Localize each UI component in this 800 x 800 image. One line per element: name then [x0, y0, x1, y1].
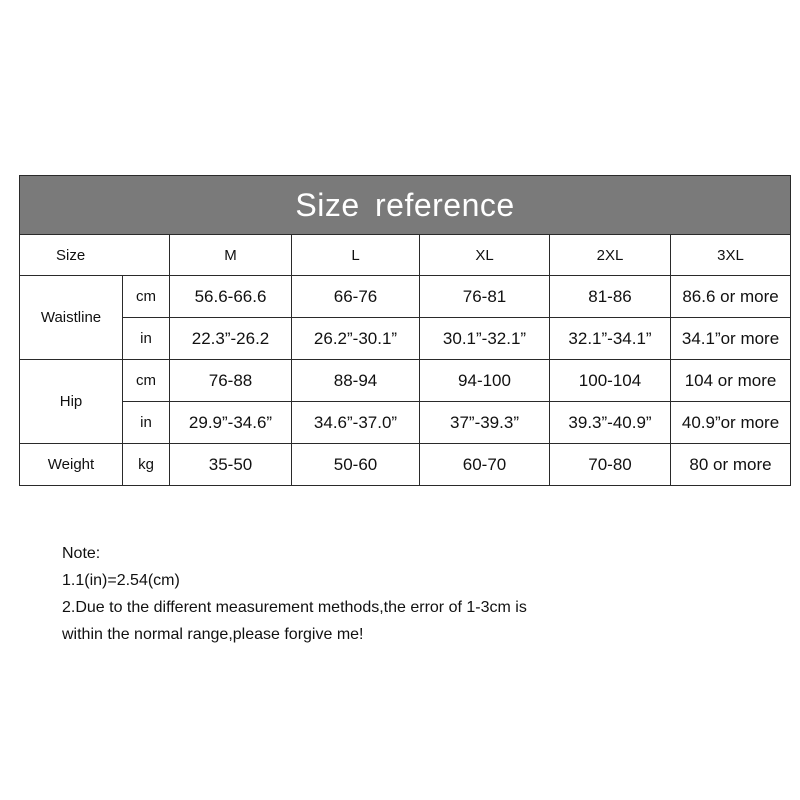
value-cell: 32.1”-34.1”: [550, 318, 671, 360]
value-cell: 104 or more: [671, 360, 791, 402]
notes-block: [62, 540, 527, 648]
category-weight: Weight: [20, 444, 123, 486]
value-cell: 40.9”or more: [671, 402, 791, 444]
size-header-m: M: [170, 235, 292, 276]
value-cell: 29.9”-34.6”: [170, 402, 292, 444]
value-cell: 56.6-66.6: [170, 276, 292, 318]
value-cell: 30.1”-32.1”: [420, 318, 550, 360]
value-cell: 37”-39.3”: [420, 402, 550, 444]
note-line: within the normal range,please forgive me!: [62, 626, 364, 643]
unit-cell: in: [123, 402, 170, 444]
size-header-l: L: [292, 235, 420, 276]
note-line: 1.1(in)=2.54(cm): [62, 572, 180, 589]
value-cell: 26.2”-30.1”: [292, 318, 420, 360]
table-row: [20, 444, 791, 486]
value-cell: 34.1”or more: [671, 318, 791, 360]
value-cell: 81-86: [550, 276, 671, 318]
value-cell: 66-76: [292, 276, 420, 318]
value-cell: 39.3”-40.9”: [550, 402, 671, 444]
size-header-2xl: 2XL: [550, 235, 671, 276]
table-row: [20, 318, 791, 360]
value-cell: 86.6 or more: [671, 276, 791, 318]
size-header-xl: XL: [420, 235, 550, 276]
value-cell: 60-70: [420, 444, 550, 486]
table-title: Size reference: [20, 176, 791, 235]
notes-heading: Note:: [62, 545, 101, 562]
size-header-3xl: 3XL: [671, 235, 791, 276]
value-cell: 34.6”-37.0”: [292, 402, 420, 444]
size-reference-table: [19, 175, 791, 486]
value-cell: 70-80: [550, 444, 671, 486]
unit-cell: kg: [123, 444, 170, 486]
unit-cell: cm: [123, 276, 170, 318]
category-hip: Hip: [20, 360, 123, 444]
value-cell: 50-60: [292, 444, 420, 486]
note-line: 2.Due to the different measurement methods,the error of 1-3cm is: [62, 599, 527, 616]
table-row: [20, 360, 791, 402]
table-row: [20, 402, 791, 444]
unit-cell: cm: [123, 360, 170, 402]
category-waistline: Waistline: [20, 276, 123, 360]
unit-cell: in: [123, 318, 170, 360]
value-cell: 94-100: [420, 360, 550, 402]
size-column-header: Size: [20, 235, 170, 276]
value-cell: 100-104: [550, 360, 671, 402]
table-row: [20, 276, 791, 318]
value-cell: 22.3”-26.2: [170, 318, 292, 360]
value-cell: 76-81: [420, 276, 550, 318]
value-cell: 35-50: [170, 444, 292, 486]
value-cell: 80 or more: [671, 444, 791, 486]
value-cell: 76-88: [170, 360, 292, 402]
value-cell: 88-94: [292, 360, 420, 402]
